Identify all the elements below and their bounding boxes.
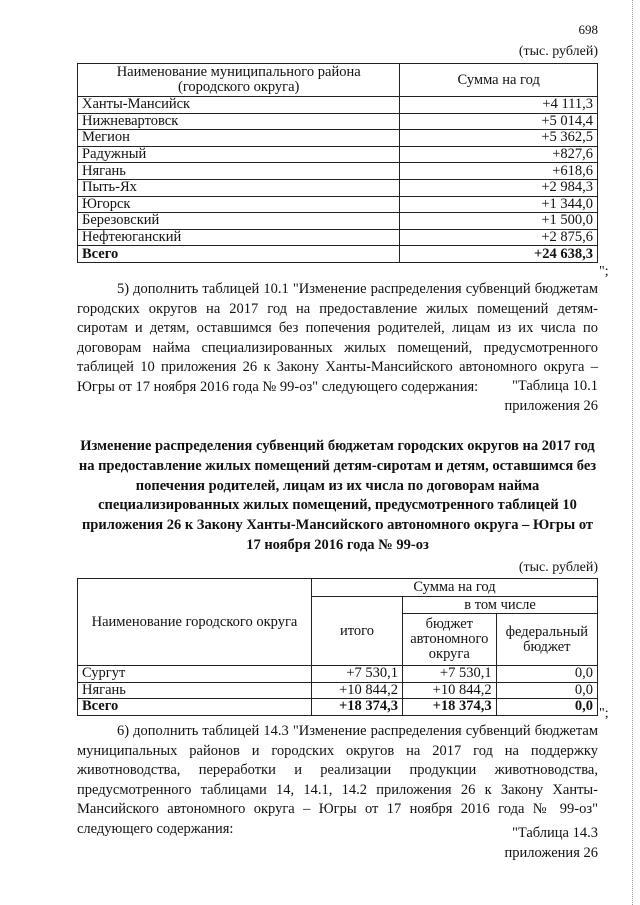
row-regional: +7 530,1 bbox=[403, 666, 497, 683]
header-municipality: Наименование муниципального района (городского округа) bbox=[78, 64, 400, 97]
header-sum: Сумма на год bbox=[400, 64, 598, 97]
row-value: +2 875,6 bbox=[400, 229, 598, 246]
row-federal: 0,0 bbox=[496, 666, 597, 683]
units-label-2: (тыс. рублей) bbox=[518, 560, 598, 575]
table-row bbox=[78, 146, 598, 163]
row-name: Нижневартовск bbox=[78, 113, 400, 130]
table-10-1-label: "Таблица 10.1 bbox=[511, 378, 598, 394]
table-row bbox=[78, 682, 598, 699]
row-name: Мегион bbox=[78, 130, 400, 147]
row-value: +4 111,3 bbox=[400, 97, 598, 114]
total-total: +18 374,3 bbox=[312, 699, 403, 716]
table-10-1-heading: Изменение распределения субвенций бюджетам городских округов на 2017 год на предоставление жилых помещений детям-сиротам и детям, оставшимся без попечения родителей, лицам из их числа по договорам найма специализированных жилых помещений, предусмотренного таблицей 10 приложения 26 к Закону Ханты-Мансийского автономного округа – Югры от 17 ноября 2016 года № 99-оз bbox=[78, 438, 597, 553]
header-year-sum: Сумма на год bbox=[312, 579, 598, 597]
table-row bbox=[78, 229, 598, 246]
total-federal: 0,0 bbox=[496, 699, 597, 716]
header-including: в том числе bbox=[403, 597, 598, 614]
header-city: Наименование городского округа bbox=[78, 579, 312, 666]
paragraph-5: 5) дополнить таблицей 10.1 "Изменение распределения субвенций бюджетам городских округов на 2017 год на предоставление жилых помещений детям-сиротам и детям, оставшимся без попечения родителей, лицам из их числа по договорам найма специализированных жилых помещений, предусмотренного таблицей 10 приложения 26 к Закону Ханты-Мансийского автономного округа – Югры от 17 ноября 2016 года № 99-оз" следующего содержания: bbox=[77, 281, 598, 395]
table-row bbox=[78, 179, 598, 196]
table-14-3-label: "Таблица 14.3 bbox=[511, 825, 598, 841]
row-value: +5 014,4 bbox=[400, 113, 598, 130]
header-federal-budget: федеральный бюджет bbox=[496, 614, 597, 666]
row-value: +1 344,0 bbox=[400, 196, 598, 213]
total-row bbox=[78, 699, 598, 716]
row-federal: 0,0 bbox=[496, 682, 597, 699]
table-10-1-reference bbox=[505, 377, 598, 416]
total-value: +24 638,3 bbox=[400, 246, 598, 263]
row-name: Нягань bbox=[78, 682, 312, 699]
table-row bbox=[78, 196, 598, 213]
row-name: Ханты-Мансийск bbox=[78, 97, 400, 114]
total-row bbox=[78, 246, 598, 263]
row-value: +618,6 bbox=[400, 163, 598, 180]
total-label: Всего bbox=[78, 699, 312, 716]
row-name: Югорск bbox=[78, 196, 400, 213]
table-14-3-reference bbox=[505, 824, 598, 863]
row-name: Пыть-Ях bbox=[78, 179, 400, 196]
paragraph-6: 6) дополнить таблицей 14.3 "Изменение распределения субвенций бюджетам муниципальных районов и городских округов на 2017 год на поддержку животноводства, переработки и реализации продукции животноводства, предусмотренного таблицами 14, 14.1, 14.2 приложения 26 к Закону Ханты-Мансийского автономного округа – Югры от 17 ноября 2016 года № 99-оз" следующего содержания: bbox=[77, 723, 598, 837]
table-city-distribution bbox=[77, 578, 598, 716]
table-10-1-appendix: приложения 26 bbox=[504, 397, 598, 414]
table-row bbox=[78, 163, 598, 180]
table2-closing-quote: "; bbox=[599, 706, 609, 721]
row-value: +1 500,0 bbox=[400, 213, 598, 230]
row-name: Нягань bbox=[78, 163, 400, 180]
page-edge-line bbox=[632, 0, 634, 905]
row-name: Сургут bbox=[78, 666, 312, 683]
row-name: Радужный bbox=[78, 146, 400, 163]
header-total: итого bbox=[312, 597, 403, 666]
table-row bbox=[78, 130, 598, 147]
units-label-1: (тыс. рублей) bbox=[518, 44, 598, 59]
row-total: +7 530,1 bbox=[312, 666, 403, 683]
row-total: +10 844,2 bbox=[312, 682, 403, 699]
table1-closing-quote: "; bbox=[599, 264, 609, 279]
total-label: Всего bbox=[78, 246, 400, 263]
row-name: Березовский bbox=[78, 213, 400, 230]
row-value: +827,6 bbox=[400, 146, 598, 163]
table-row bbox=[78, 213, 598, 230]
page-number: 698 bbox=[578, 22, 598, 37]
table-14-3-appendix: приложения 26 bbox=[504, 844, 598, 861]
row-value: +5 362,5 bbox=[400, 130, 598, 147]
row-regional: +10 844,2 bbox=[403, 682, 497, 699]
table-municipal-changes bbox=[77, 63, 598, 263]
row-value: +2 984,3 bbox=[400, 179, 598, 196]
row-name: Нефтеюганский bbox=[78, 229, 400, 246]
total-regional: +18 374,3 bbox=[403, 699, 497, 716]
table-row bbox=[78, 666, 598, 683]
table-row bbox=[78, 113, 598, 130]
table-row bbox=[78, 97, 598, 114]
header-regional-budget: бюджет автономного округа bbox=[403, 614, 497, 666]
